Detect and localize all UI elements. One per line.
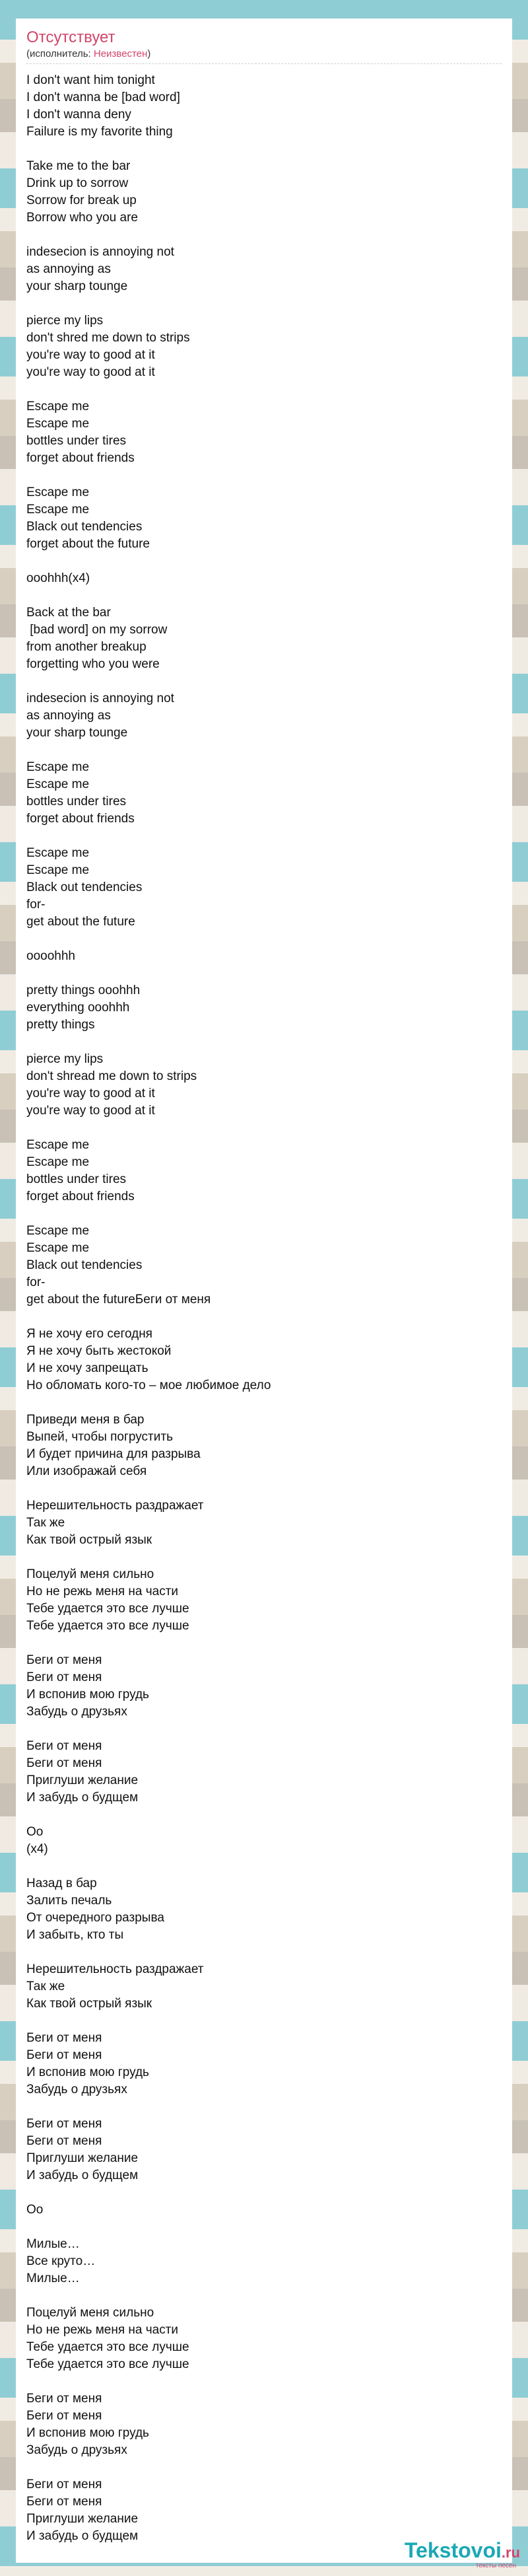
lyric-line: Приглуши желание <box>26 1773 139 1787</box>
lyric-line: Беги от меня <box>26 1756 102 1770</box>
lyric-line: for- <box>26 1275 46 1289</box>
lyric-line: Или изображай себя <box>26 1464 147 1478</box>
lyric-line: Тебе удается это все лучше <box>26 2357 189 2371</box>
lyric-line: Беги от меня <box>26 2495 102 2509</box>
logo-tagline: тексты песен <box>475 2562 516 2569</box>
lyric-line: Escape me <box>26 485 90 499</box>
stanza-break <box>26 1549 502 1566</box>
lyric-line: pierce my lips <box>26 1052 104 1066</box>
lyric-line: Поцелуй меня сильно <box>26 2306 154 2320</box>
lyric-line: your sharp tounge <box>26 279 128 293</box>
lyric-line: Залить печаль <box>26 1894 112 1908</box>
artist-suffix: ) <box>147 48 151 59</box>
lyric-line: И забудь о будщем <box>26 2168 139 2182</box>
lyric-line: И забудь о будщем <box>26 2529 139 2543</box>
logo-tld: .ru <box>501 2544 520 2561</box>
stanza-break <box>26 828 502 845</box>
lyric-line: Беги от меня <box>26 2134 102 2148</box>
lyric-line: Беги от меня <box>26 1739 102 1753</box>
lyric-line: Милые… <box>26 2272 80 2285</box>
stanza-break <box>26 1120 502 1137</box>
lyric-line: you're way to good at it <box>26 348 155 362</box>
logo-brand-name: Tekstovoi <box>404 2538 502 2562</box>
lyric-line: from another breakup <box>26 640 147 654</box>
lyric-line: Drink up to sorrow <box>26 176 129 190</box>
site-logo[interactable] <box>405 2539 520 2569</box>
lyric-line: as annoying as <box>26 262 111 276</box>
lyrics-text <box>26 72 502 2545</box>
lyric-line: Забудь о друзьях <box>26 2443 127 2457</box>
lyric-line: Выпей, чтобы погрустить <box>26 1430 173 1444</box>
stanza-break <box>26 2459 502 2476</box>
lyric-line: Но обломать кого-то – мое любимое дело <box>26 1378 271 1392</box>
stanza-break <box>26 381 502 398</box>
lyric-line: И будет причина для разрыва <box>26 1447 201 1461</box>
stanza-break <box>26 1480 502 1497</box>
lyric-line: everything ooohhh <box>26 1001 130 1015</box>
stanza-break <box>26 1721 502 1738</box>
lyric-line: Escape me <box>26 400 90 413</box>
lyric-line: Escape me <box>26 777 90 791</box>
stanza-break <box>26 1807 502 1824</box>
stanza-break <box>26 587 502 604</box>
lyric-line: bottles under tires <box>26 795 127 808</box>
stanza-break <box>26 1858 502 1875</box>
lyric-line: И забудь о будщем <box>26 1791 139 1805</box>
lyric-line: Как твой острый язык <box>26 1997 152 2011</box>
stanza-break <box>26 673 502 690</box>
stanza-break <box>26 2219 502 2236</box>
stanza-break <box>26 2287 502 2305</box>
lyric-line: Нерешительность раздражает <box>26 1499 204 1513</box>
lyric-line: don't shred me down to strips <box>26 331 190 345</box>
lyric-line: Беги от меня <box>26 2478 102 2491</box>
stanza-break <box>26 2184 502 2201</box>
lyric-line: Тебе удается это все лучше <box>26 1602 189 1616</box>
lyric-line: Так же <box>26 1516 65 1530</box>
lyric-line: Escape me <box>26 503 90 517</box>
lyric-line: Приведи меня в бар <box>26 1413 145 1427</box>
lyric-line: Оо <box>26 2203 44 2217</box>
lyric-line: Но не режь меня на части <box>26 2323 179 2337</box>
lyric-line: И вспонив мою грудь <box>26 1688 149 1701</box>
lyric-line: I don't want him tonight <box>26 73 155 87</box>
lyric-line: Забудь о друзьях <box>26 2083 127 2096</box>
lyric-line: Приглуши желание <box>26 2512 139 2526</box>
lyric-line: pretty things <box>26 1018 95 1032</box>
stanza-break <box>26 1034 502 1051</box>
stanza-break <box>26 931 502 948</box>
lyric-line: Escape me <box>26 846 90 860</box>
lyric-line: Escape me <box>26 1224 90 1238</box>
lyric-line: Приглуши желание <box>26 2151 139 2165</box>
lyric-line: I don't wanna deny <box>26 108 131 122</box>
lyric-line: get about the futureБеги от меня <box>26 1293 211 1306</box>
lyric-line: Black out tendencies <box>26 1258 143 1272</box>
lyric-line: bottles under tires <box>26 434 127 448</box>
lyric-line: Оо <box>26 1825 44 1839</box>
lyric-line: Поцелуй меня сильно <box>26 1567 154 1581</box>
stanza-break <box>26 2098 502 2116</box>
stanza-break <box>26 2373 502 2390</box>
lyric-line: Escape me <box>26 863 90 877</box>
artist-line <box>26 48 502 64</box>
lyric-line: your sharp tounge <box>26 726 128 740</box>
stanza-break <box>26 553 502 570</box>
lyric-line: Так же <box>26 1980 65 1993</box>
stanza-break <box>26 2013 502 2030</box>
lyric-line: I don't wanna be [bad word] <box>26 90 180 104</box>
lyric-line: Escape me <box>26 1155 90 1169</box>
stanza-break <box>26 227 502 244</box>
lyric-line: you're way to good at it <box>26 1104 155 1118</box>
stanza-break <box>26 295 502 312</box>
lyric-line: И не хочу запрещать <box>26 1361 148 1375</box>
lyric-line: Беги от меня <box>26 2031 102 2045</box>
lyric-line: Беги от меня <box>26 1653 102 1667</box>
lyric-line: forgetting who you were <box>26 657 160 671</box>
stanza-break <box>26 141 502 158</box>
lyric-line: Как твой острый язык <box>26 1533 152 1547</box>
lyric-line: Escape me <box>26 1241 90 1255</box>
artist-prefix: (исполнитель: <box>26 48 94 59</box>
lyric-line: Беги от меня <box>26 2392 102 2406</box>
lyric-line: pretty things ooohhh <box>26 984 141 997</box>
lyric-line: Беги от меня <box>26 2409 102 2423</box>
lyric-line: forget about friends <box>26 1190 135 1203</box>
lyric-line: Black out tendencies <box>26 880 143 894</box>
lyric-line: Я не хочу его сегодня <box>26 1327 152 1341</box>
lyric-line: bottles under tires <box>26 1172 127 1186</box>
lyric-line: indesecion is annoying not <box>26 245 174 259</box>
lyric-line: Escape me <box>26 1138 90 1152</box>
lyric-line: pierce my lips <box>26 314 104 328</box>
lyric-line: И вспонив мою грудь <box>26 2426 149 2440</box>
stanza-break <box>26 1394 502 1412</box>
lyric-line: Тебе удается это все лучше <box>26 1619 189 1633</box>
lyric-line: Беги от меня <box>26 1670 102 1684</box>
lyric-line: Sorrow for break up <box>26 194 137 207</box>
lyric-line: Black out tendencies <box>26 520 143 534</box>
artist-link[interactable]: Неизвестен <box>93 48 148 59</box>
lyric-line: (х4) <box>26 1842 48 1856</box>
lyric-line: ooohhh(x4) <box>26 571 90 585</box>
lyric-line: Милые… <box>26 2237 80 2251</box>
lyric-line: Нерешительность раздражает <box>26 1962 204 1976</box>
stanza-break <box>26 1635 502 1652</box>
stanza-break <box>26 1308 502 1326</box>
song-title: Отсутствует <box>26 28 116 46</box>
stanza-break <box>26 1205 502 1223</box>
lyric-line: indesecion is annoying not <box>26 692 174 705</box>
lyric-line: you're way to good at it <box>26 1087 155 1100</box>
lyric-line: Back at the bar <box>26 606 111 620</box>
stanza-break <box>26 467 502 484</box>
lyric-line: Escape me <box>26 417 90 431</box>
lyric-line: И забыть, кто ты <box>26 1928 124 1942</box>
lyric-line: Назад в бар <box>26 1877 97 1890</box>
lyric-line: Borrow who you are <box>26 211 138 225</box>
lyric-line: Failure is my favorite thing <box>26 125 173 139</box>
lyric-line: Escape me <box>26 760 90 774</box>
lyric-line: Забудь о друзьях <box>26 1705 127 1719</box>
stanza-break <box>26 965 502 982</box>
lyric-line: get about the future <box>26 915 135 929</box>
lyric-line: Но не режь меня на части <box>26 1585 179 1598</box>
stanza-break <box>26 1944 502 1961</box>
lyrics-card <box>16 18 512 2563</box>
lyric-line: Беги от меня <box>26 2117 102 2131</box>
lyric-line: for- <box>26 898 46 912</box>
lyric-line: forget about the future <box>26 537 150 551</box>
lyric-line: as annoying as <box>26 709 111 723</box>
lyric-line: don't shread me down to strips <box>26 1069 197 1083</box>
lyric-line: you're way to good at it <box>26 365 155 379</box>
lyric-line: Беги от меня <box>26 2048 102 2062</box>
stanza-break <box>26 742 502 759</box>
lyric-line: Take me to the bar <box>26 159 131 173</box>
lyric-line: forget about friends <box>26 451 135 465</box>
lyric-line: И вспонив мою грудь <box>26 2065 149 2079</box>
lyric-line: forget about friends <box>26 812 135 826</box>
lyric-line: Все круто… <box>26 2254 96 2268</box>
logo-brand <box>405 2539 520 2564</box>
lyric-line: [bad word] on my sorrow <box>26 623 168 637</box>
lyric-line: oooohhh <box>26 949 75 963</box>
lyric-line: Тебе удается это все лучше <box>26 2340 189 2354</box>
lyric-line: Я не хочу быть жестокой <box>26 1344 172 1358</box>
lyric-line: От очередного разрыва <box>26 1911 164 1925</box>
